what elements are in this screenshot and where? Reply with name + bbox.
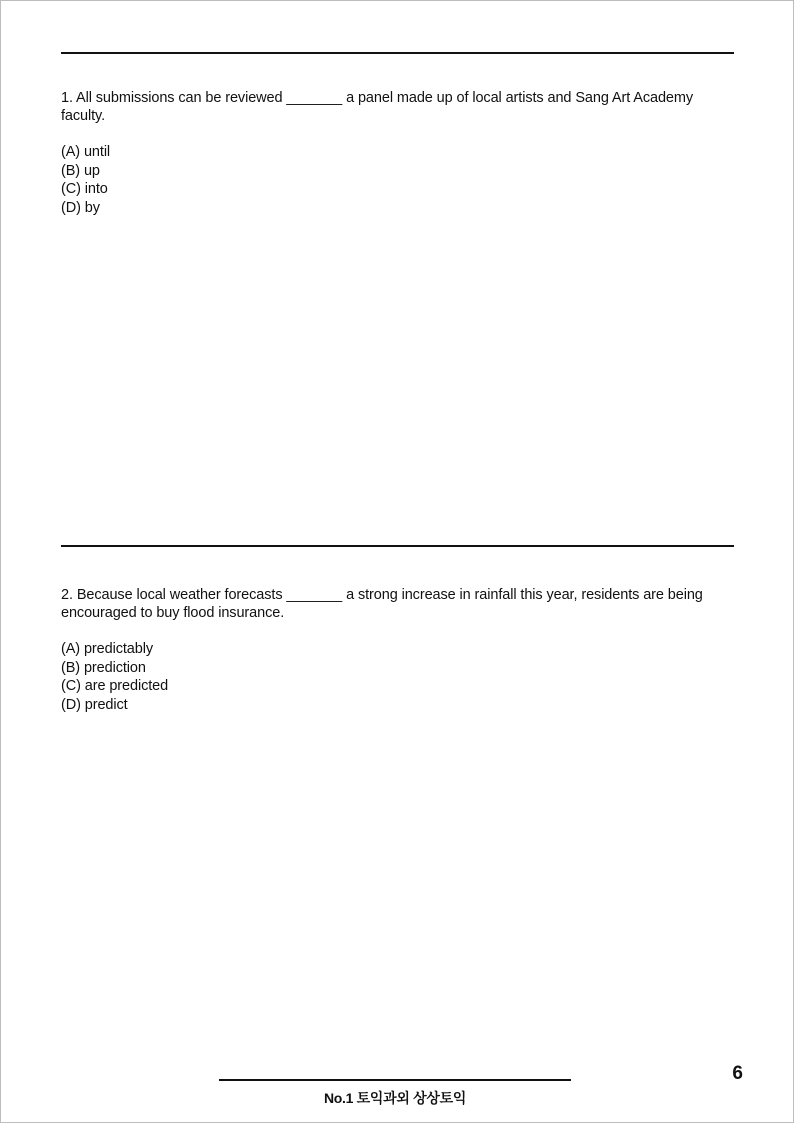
question-2-option-b[interactable]: (B) prediction <box>61 659 146 676</box>
question-1-options <box>61 143 731 217</box>
question-1-option-d[interactable]: (D) by <box>61 199 100 216</box>
footer-brand-text: No.1 토익과외 상상토익 <box>323 1090 467 1106</box>
question-2-option-a[interactable]: (A) predictably <box>61 641 153 657</box>
question-2-stem: 2. Because local weather forecasts _______ a strong increase in rainfall this year, residents are being encouraged to buy flood insurance. <box>61 587 703 621</box>
question-1-divider <box>61 52 734 54</box>
question-1 <box>61 89 731 217</box>
question-1-option-b[interactable]: (B) up <box>61 162 100 179</box>
question-2-option-c[interactable]: (C) are predicted <box>61 678 169 694</box>
question-1-option-a[interactable]: (A) until <box>61 144 111 160</box>
footer-divider <box>219 1079 571 1081</box>
question-1-option-c[interactable]: (C) into <box>61 181 108 197</box>
question-2-options <box>61 640 731 714</box>
question-2 <box>61 586 731 714</box>
question-2-option-d[interactable]: (D) predict <box>61 696 128 713</box>
question-2-divider <box>61 545 734 547</box>
question-1-stem: 1. All submissions can be reviewed _______ a panel made up of local artists and Sang Art Academy faculty. <box>61 90 694 124</box>
page-number: 6 <box>732 1063 743 1084</box>
